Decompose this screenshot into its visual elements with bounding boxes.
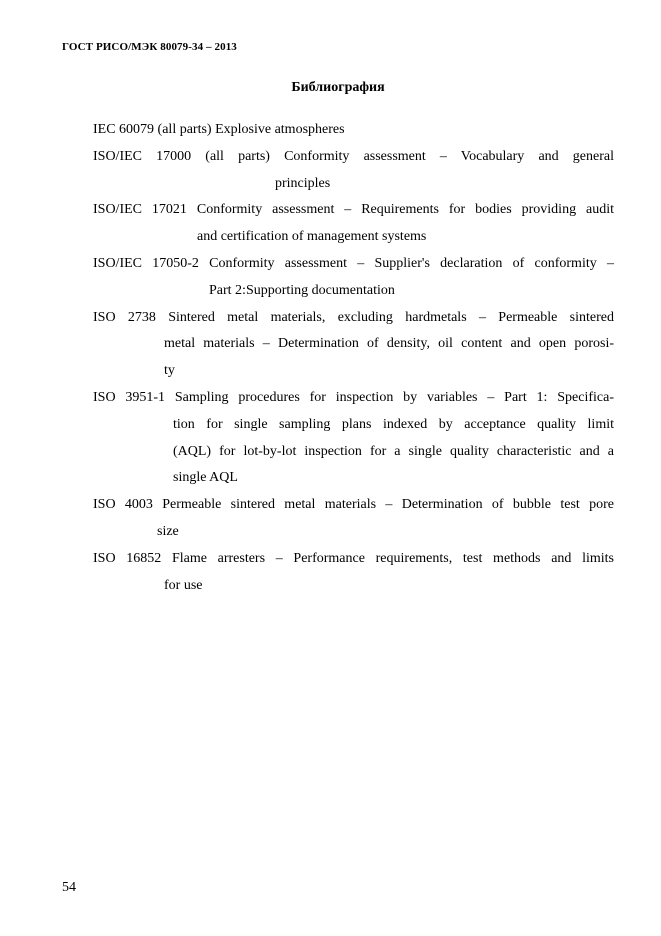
bibliography-entry	[93, 251, 614, 305]
bibliography-entry	[93, 197, 614, 251]
entry-line: metal materials – Determination of density, oil content and open porosi-	[164, 336, 614, 352]
entry-line: Part 2:Supporting documentation	[209, 282, 395, 298]
bibliography-entry	[93, 117, 614, 144]
entry-line: and certification of management systems	[197, 229, 427, 245]
entry-line: (AQL) for lot-by-lot inspection for a single quality characteristic and a	[173, 443, 614, 459]
entry-line: ISO/IEC 17021 Conformity assessment – Requirements for bodies providing audit	[93, 202, 614, 218]
page-title: Библиография	[291, 80, 385, 95]
page-number: 54	[62, 880, 76, 895]
document-code-header: ГОСТ РИСО/МЭК 80079-34 – 2013	[62, 41, 237, 53]
entry-line: ISO 16852 Flame arresters – Performance requirements, test methods and limits	[93, 550, 614, 566]
entry-line: tion for single sampling plans indexed by acceptance quality limit	[173, 416, 614, 432]
entry-line: for use	[164, 577, 203, 593]
entry-line: size	[157, 523, 179, 539]
bibliography-entry	[93, 492, 614, 546]
entry-line: single AQL	[173, 470, 238, 486]
entry-line: ISO/IEC 17000 (all parts) Conformity assessment – Vocabulary and general	[93, 148, 614, 164]
bibliography-entry	[93, 546, 614, 600]
entry-line: ty	[164, 363, 175, 379]
entry-line: ISO/IEC 17050-2 Conformity assessment – Supplier's declaration of conformity –	[93, 255, 614, 271]
bibliography-entry	[93, 305, 614, 385]
entry-line: ISO 4003 Permeable sintered metal materials – Determination of bubble test pore	[93, 497, 614, 513]
bibliography-entry	[93, 385, 614, 492]
entry-line: IEC 60079 (all parts) Explosive atmospheres	[93, 122, 345, 137]
entry-line: principles	[275, 175, 331, 191]
entry-line: ISO 3951-1 Sampling procedures for inspection by variables – Part 1: Specifica-	[93, 389, 614, 405]
bibliography-list	[93, 117, 614, 599]
bibliography-entry	[93, 144, 614, 198]
entry-line: ISO 2738 Sintered metal materials, excluding hardmetals – Permeable sintered	[93, 309, 614, 325]
